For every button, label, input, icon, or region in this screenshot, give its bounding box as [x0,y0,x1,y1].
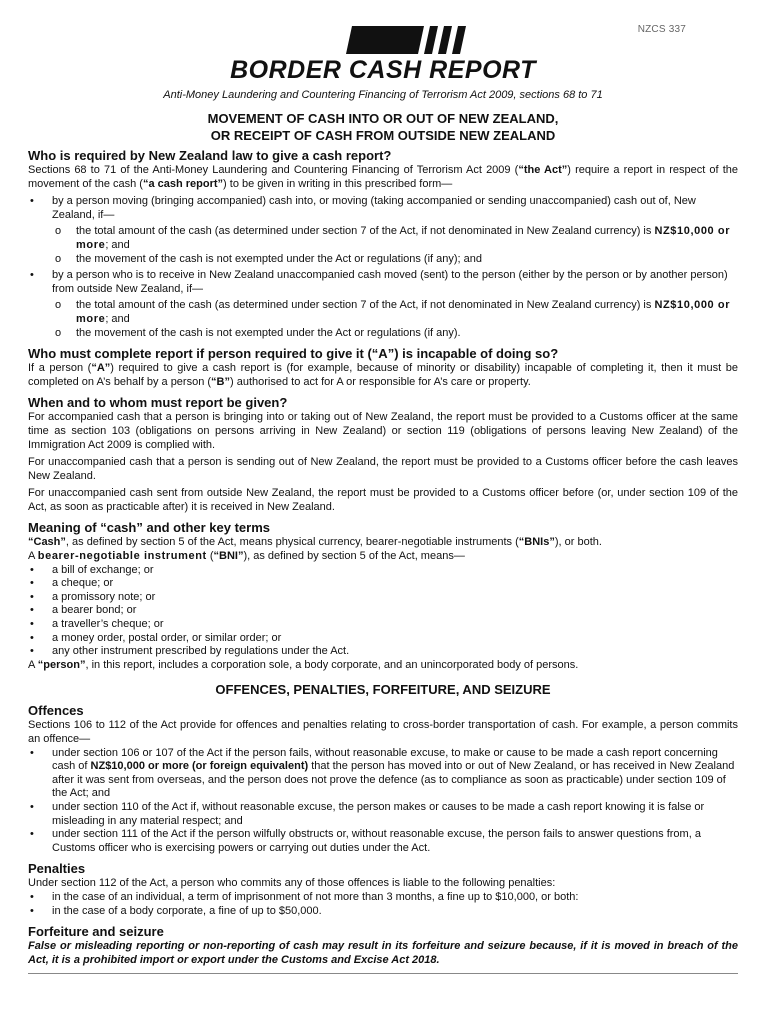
list-item: • in the case of a body corporate, a fine of up to $50,000. [28,905,738,919]
forfeiture-text: False or misleading reporting or non-reporting of cash may result in its forfeiture and seizure because, if it is moved in breach of the Act, it is a prohibited import or export under the Customs and Excise Act 2018. [28,940,738,966]
meaning-heading: Meaning of “cash” and other key terms [28,520,271,536]
offences-intro: Sections 106 to 112 of the Act provide for offences and penalties relating to cross-border transportation of cash. For example, a person commits an offence— [28,719,738,745]
list-item: o the movement of the cash is not exempted under the Act or regulations (if any); and [28,253,738,267]
bottom-divider [28,973,738,974]
report-subtitle: Anti-Money Laundering and Countering Financing of Terrorism Act 2009, sections 68 to 71 [163,89,603,101]
when-whom-heading: When and to whom must report be given? [28,395,288,411]
list-item: o the total amount of the cash (as determined under section 7 of the Act, if not denominated in New Zealand currency) is NZ$10,000 or more; and [28,225,738,252]
list-item: • a promissory note; or [28,591,738,605]
document-body [28,110,738,974]
customs-stripes-logo-icon [346,22,466,58]
penalties-intro: Under section 112 of the Act, a person who commits any of those offences is liable to the following penalties: [28,877,556,890]
list-item: • a money order, postal order, or similar order; or [28,632,738,646]
list-item: • under section 106 or 107 of the Act if the person fails, without reasonable excuse, to make or cause to be made a cash report concerning cash of NZ$10,000 or more (or foreign equivalent) that the person has moved into or out of New Zealand, or has received in New Zealand after it was sent from overseas, and the person does not prove the defence (as to compliance as soon as practicable) under section 109 of the Act; and [28,747,738,801]
who-required-heading: Who is required by New Zealand law to give a cash report? [28,148,392,163]
who-required-list-2 [28,269,738,296]
incapable-text: If a person (“A”) required to give a cash report is (for example, because of minority or disability) incapable of completing it, then it must be completed on A’s behalf by a person (“B”) authorised to act for A or responsible for A’s care or property. [28,362,738,388]
penalties-heading: Penalties [28,861,86,877]
offences-section-title: OFFENCES, PENALTIES, FORFEITURE, AND SEIZURE [215,682,551,698]
form-code: NZCS 337 [637,24,686,35]
movement-title-line2: OR RECEIPT OF CASH FROM OUTSIDE NEW ZEALAND [210,128,556,143]
report-title: BORDER CASH REPORT [230,56,536,84]
list-item: • a bearer bond; or [28,604,738,618]
list-item: • under section 110 of the Act if, without reasonable excuse, the person makes or causes to be made a cash report knowing it is false or misleading in any material respect; and [28,801,738,828]
list-item: • a bill of exchange; or [28,564,738,578]
who-required-sublist-1 [28,225,738,266]
list-item: o the total amount of the cash (as determined under section 7 of the Act, if not denominated in New Zealand currency) is NZ$10,000 or more; and [28,299,738,326]
who-required-intro: Sections 68 to 71 of the Anti-Money Laundering and Countering Financing of Terrorism Act 2009 (“the Act”) require a report in respect of the movement of the cash (“a cash report”) to be given in writing in this prescribed form— [28,164,739,190]
who-required-sublist-2 [28,299,738,340]
offences-heading: Offences [28,703,84,719]
list-item: • a cheque; or [28,577,738,591]
offences-list [28,747,738,856]
penalties-list [28,891,738,918]
cash-definition: “Cash”, as defined by section 5 of the Act, means physical currency, bearer-negotiable instruments (“BNIs”), or both. [28,536,602,549]
list-item: • a traveller’s cheque; or [28,618,738,632]
list-item: • by a person moving (bringing accompanied) cash into, or moving (taking accompanied or sending unaccompanied) cash out of, New Zealand, if— [28,195,738,222]
forfeiture-heading: Forfeiture and seizure [28,924,164,940]
list-item: • any other instrument prescribed by regulations under the Act. [28,645,738,659]
list-item: • in the case of an individual, a term of imprisonment of not more than 3 months, a fine up to $10,000, or both: [28,891,738,905]
when-whom-p2: For unaccompanied cash that a person is sending out of New Zealand, the report must be provided to a Customs officer before the cash leaves New Zealand. [28,456,738,482]
list-item: • under section 111 of the Act if the person wilfully obstructs or, without reasonable excuse, the person fails to answer questions from, a Customs officer who is exercising powers or carrying out duties under the Act. [28,828,738,855]
list-item: o the movement of the cash is not exempted under the Act or regulations (if any). [28,327,738,341]
who-required-list [28,195,738,222]
bni-definition: A bearer-negotiable instrument (“BNI”), as defined by section 5 of the Act, means— [28,550,465,563]
list-item: • by a person who is to receive in New Zealand unaccompanied cash moved (sent) to the person (either by the person or by another person) from outside New Zealand, if— [28,269,738,296]
bni-list [28,564,738,659]
movement-title-line1: MOVEMENT OF CASH INTO OR OUT OF NEW ZEALAND, [207,111,559,126]
when-whom-p3: For unaccompanied cash sent from outside New Zealand, the report must be provided to a Customs officer before (or, under section 109 of the Act, as soon as practicable after) it is received in New Zealand. [28,487,738,513]
when-whom-p1: For accompanied cash that a person is bringing into or taking out of New Zealand, the report must be provided to a Customs officer at the same time as section 103 (obligations on persons arriving in New Zealand) or section 119 (obligations of persons leaving New Zealand) of the Immigration Act 2009 is complied with. [28,411,738,451]
person-definition: A “person”, in this report, includes a corporation sole, a body corporate, and an unincorporated body of persons. [28,658,579,671]
incapable-heading: Who must complete report if person required to give it (“A”) is incapable of doing so? [28,346,559,362]
